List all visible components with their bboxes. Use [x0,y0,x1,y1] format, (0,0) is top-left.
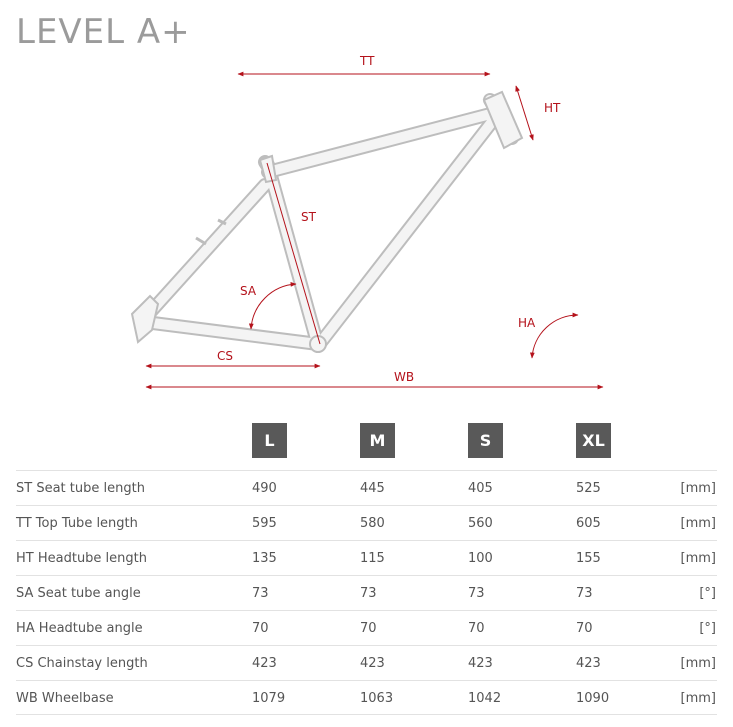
row-label: ST Seat tube length [16,481,145,496]
tt-label: TT [360,54,375,68]
cell-l: 73 [252,586,269,601]
table-row [16,610,717,645]
cell-xl: 525 [576,481,601,496]
size-badge-m: M [360,423,395,458]
st-guide-line [267,163,320,344]
cell-xl: 70 [576,621,593,636]
cell-m: 115 [360,551,385,566]
cell-s: 70 [468,621,485,636]
size-badge-l: L [252,423,287,458]
cell-m: 423 [360,656,385,671]
cell-l: 70 [252,621,269,636]
ha-angle-arc [532,315,578,358]
sa-label: SA [240,284,257,298]
wb-label: WB [394,370,415,384]
cell-s: 560 [468,516,493,531]
table-row [16,575,717,610]
bike-frame [145,100,512,346]
cell-m: 73 [360,586,377,601]
row-unit: [mm] [680,691,716,706]
cell-m: 445 [360,481,385,496]
cell-xl: 73 [576,586,593,601]
row-unit: [mm] [680,551,716,566]
row-unit: [mm] [680,656,716,671]
seat-tube-top [260,156,276,182]
cell-m: 70 [360,621,377,636]
cell-s: 423 [468,656,493,671]
row-label: SA Seat tube angle [16,586,141,601]
cell-s: 100 [468,551,493,566]
table-row [16,645,717,680]
cell-s: 73 [468,586,485,601]
cell-l: 595 [252,516,277,531]
row-unit: [°] [699,586,716,601]
row-unit: [mm] [680,516,716,531]
cell-xl: 1090 [576,691,610,706]
cell-l: 423 [252,656,277,671]
row-label: HA Headtube angle [16,621,143,636]
row-unit: [°] [699,621,716,636]
cell-xl: 155 [576,551,601,566]
rear-dropout [132,296,158,342]
ht-label: HT [544,101,561,115]
table-row [16,680,717,715]
cell-l: 1079 [252,691,286,706]
table-row [16,505,717,540]
geometry-table [16,470,717,715]
cell-l: 135 [252,551,277,566]
cell-s: 1042 [468,691,502,706]
cell-m: 1063 [360,691,394,706]
row-unit: [mm] [680,481,716,496]
table-row [16,540,717,575]
cs-label: CS [217,349,233,363]
cell-m: 580 [360,516,385,531]
cell-l: 490 [252,481,277,496]
row-label: HT Headtube length [16,551,147,566]
row-label: WB Wheelbase [16,691,114,706]
cell-xl: 605 [576,516,601,531]
row-label: TT Top Tube length [16,516,138,531]
sa-angle-arc [251,284,296,329]
size-badge-xl: XL [576,423,611,458]
row-label: CS Chainstay length [16,656,148,671]
table-row [16,470,717,505]
cell-xl: 423 [576,656,601,671]
size-badge-s: S [468,423,503,458]
page-title: LEVEL A+ [16,12,191,52]
cell-s: 405 [468,481,493,496]
st-label: ST [301,210,316,224]
ha-label: HA [518,316,536,330]
